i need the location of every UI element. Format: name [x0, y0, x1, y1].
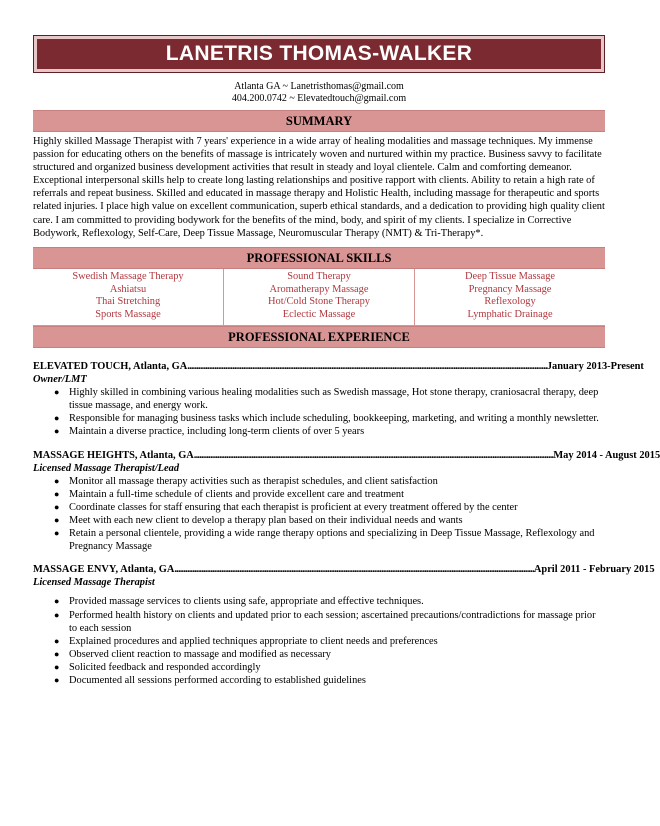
- list-item: ● Meet with each new client to develop a therapy plan based on their individual needs and wants: [54, 514, 463, 526]
- job-header: [33, 360, 644, 373]
- job-duties: [33, 595, 605, 687]
- skill-item: Swedish Massage Therapy: [72, 270, 184, 282]
- skills-grid: [33, 269, 605, 326]
- list-item: ● Highly skilled in combining various healing modalities such as Swedish massage, Hot stone therapy, craniosacral therapy, deep tissue massage, and energy work.: [54, 387, 599, 412]
- list-item: ● Maintain a diverse practice, including long-term clients of over 5 years: [54, 426, 365, 438]
- job-duties: [33, 475, 605, 554]
- list-item: ● Maintain a full-time schedule of clients and provide excellent care and treatment: [54, 488, 404, 500]
- leader-dots: ........................................................................................................................................................................................................: [187, 360, 547, 372]
- employer: MASSAGE ENVY, Atlanta, GA: [33, 564, 175, 576]
- summary-text: Highly skilled Massage Therapist with 7 years' experience in a wide array of healing modalities and massage techniques. My immense passion for educating others on the benefits of massage is intricately woven and nurtured within my practice. Business savvy to facilitate structured and organized business development activities that result in steady and loyal clientele. Calm and comforting demeanor. Exceptional interpersonal skills help to create long lasting relationships and positive rapport with clients. Ability to retain a high rate of referrals and repeat business. Skilled and educated in massage therapy and Holistic Health, including massage for therapeutic and sports related injuries. I place high value on excellent communication, superb ethical standards, and a dedication to providing high quality client care. I am committed to providing bodywork for the benefits of the mind, body, and spirit of my clients. I specialize in Corrective Bodywork, Reflexology, Self-Care, Deep Tissue Massage, Neuromuscular Therapy (NMT) & Tri-Therapy*.: [33, 136, 605, 239]
- skill-item: Thai Stretching: [95, 296, 161, 308]
- job-dates: April 2011 - February 2015: [533, 564, 655, 576]
- bullet-icon: ●: [54, 413, 60, 424]
- list-item: ● Coordinate classes for staff ensuring that each therapist is proficient at every treatment offered by the center: [54, 501, 518, 513]
- name-banner: [33, 35, 605, 73]
- job-entry: [33, 449, 660, 554]
- job-entry: [33, 563, 655, 687]
- leader-dots: ........................................................................................................................................................................................................: [193, 449, 554, 461]
- bullet-icon: ●: [54, 661, 60, 672]
- job-role: Owner/LMT: [33, 374, 87, 386]
- bullet-icon: ●: [54, 528, 60, 539]
- skill-item: Deep Tissue Massage: [464, 270, 556, 282]
- skill-item: Hot/Cold Stone Therapy: [268, 296, 370, 308]
- skill-item: Sports Massage: [95, 309, 161, 321]
- skills-column-1: [33, 269, 224, 325]
- bullet-icon: ●: [54, 488, 60, 499]
- employer: ELEVATED TOUCH, Atlanta, GA: [33, 360, 188, 372]
- leader-dots: ........................................................................................................................................................................................................: [174, 564, 534, 576]
- job-duties: [33, 386, 605, 438]
- bullet-icon: ●: [54, 596, 60, 607]
- skills-heading: PROFESSIONAL SKILLS: [33, 247, 605, 269]
- bullet-icon: ●: [54, 514, 60, 525]
- job-role: Licensed Massage Therapist/Lead: [33, 462, 180, 474]
- job-header: [33, 449, 660, 462]
- bullet-icon: ●: [54, 648, 60, 659]
- list-item: ● Observed client reaction to massage and modified as necessary: [54, 648, 331, 660]
- list-item: ● Documented all sessions performed according to established guidelines: [54, 675, 366, 686]
- bullet-icon: ●: [54, 475, 60, 486]
- skill-item: Eclectic Massage: [282, 309, 356, 321]
- bullet-icon: ●: [54, 501, 60, 512]
- list-item: ● Provided massage services to clients using safe, appropriate and effective techniques.: [54, 596, 424, 608]
- skill-item: Pregnancy Massage: [468, 283, 552, 295]
- skill-item: Lymphatic Drainage: [467, 309, 553, 321]
- list-item: ● Performed health history on clients and updated prior to each session; ascertained precautions/contradictions for massage prior to each session: [54, 609, 596, 634]
- bullet-icon: ●: [54, 675, 60, 685]
- bullet-icon: ●: [54, 635, 60, 646]
- job-dates: May 2014 - August 2015: [553, 449, 660, 461]
- skill-item: Reflexology: [484, 296, 536, 308]
- list-item: ● Responsible for managing business tasks which include scheduling, bookkeeping, marketing, and writing a monthly newsletter.: [54, 413, 599, 425]
- employer: MASSAGE HEIGHTS, Atlanta, GA: [33, 449, 194, 461]
- contact-line-2: 404.200.0742 ~ Elevatedtouch@gmail.com: [231, 93, 407, 104]
- job-header: [33, 563, 655, 576]
- job-dates: January 2013-Present: [546, 360, 644, 372]
- skills-column-3: [415, 269, 605, 325]
- list-item: ● Solicited feedback and responded accordingly: [54, 661, 261, 673]
- bullet-icon: ●: [54, 609, 60, 620]
- experience-heading: PROFESSIONAL EXPERIENCE: [33, 326, 605, 348]
- resume-page: [33, 35, 660, 687]
- skill-item: Ashiatsu: [109, 283, 147, 295]
- contact-line-1: Atlanta GA ~ Lanetristhomas@gmail.com: [234, 81, 404, 92]
- list-item: ● Explained procedures and applied techniques appropriate to client needs and preferences: [54, 635, 438, 647]
- bullet-icon: ●: [54, 426, 60, 437]
- skills-column-2: [224, 269, 415, 325]
- candidate-name: LANETRIS THOMAS-WALKER: [165, 42, 473, 65]
- bullet-icon: ●: [54, 387, 60, 398]
- contact-info: [33, 81, 605, 105]
- skill-item: Aromatherapy Massage: [269, 283, 369, 295]
- job-role: Licensed Massage Therapist: [33, 577, 155, 589]
- list-item: ● Monitor all massage therapy activities such as therapist schedules, and client satisfaction: [54, 475, 438, 487]
- list-item: ● Retain a personal clientele, providing a wide range therapy options and specializing in Deep Tissue Massage, Reflexology and Pregnancy Massage: [54, 528, 595, 553]
- job-entry: [33, 360, 644, 439]
- skill-item: Sound Therapy: [287, 270, 351, 282]
- summary-heading: SUMMARY: [33, 110, 605, 132]
